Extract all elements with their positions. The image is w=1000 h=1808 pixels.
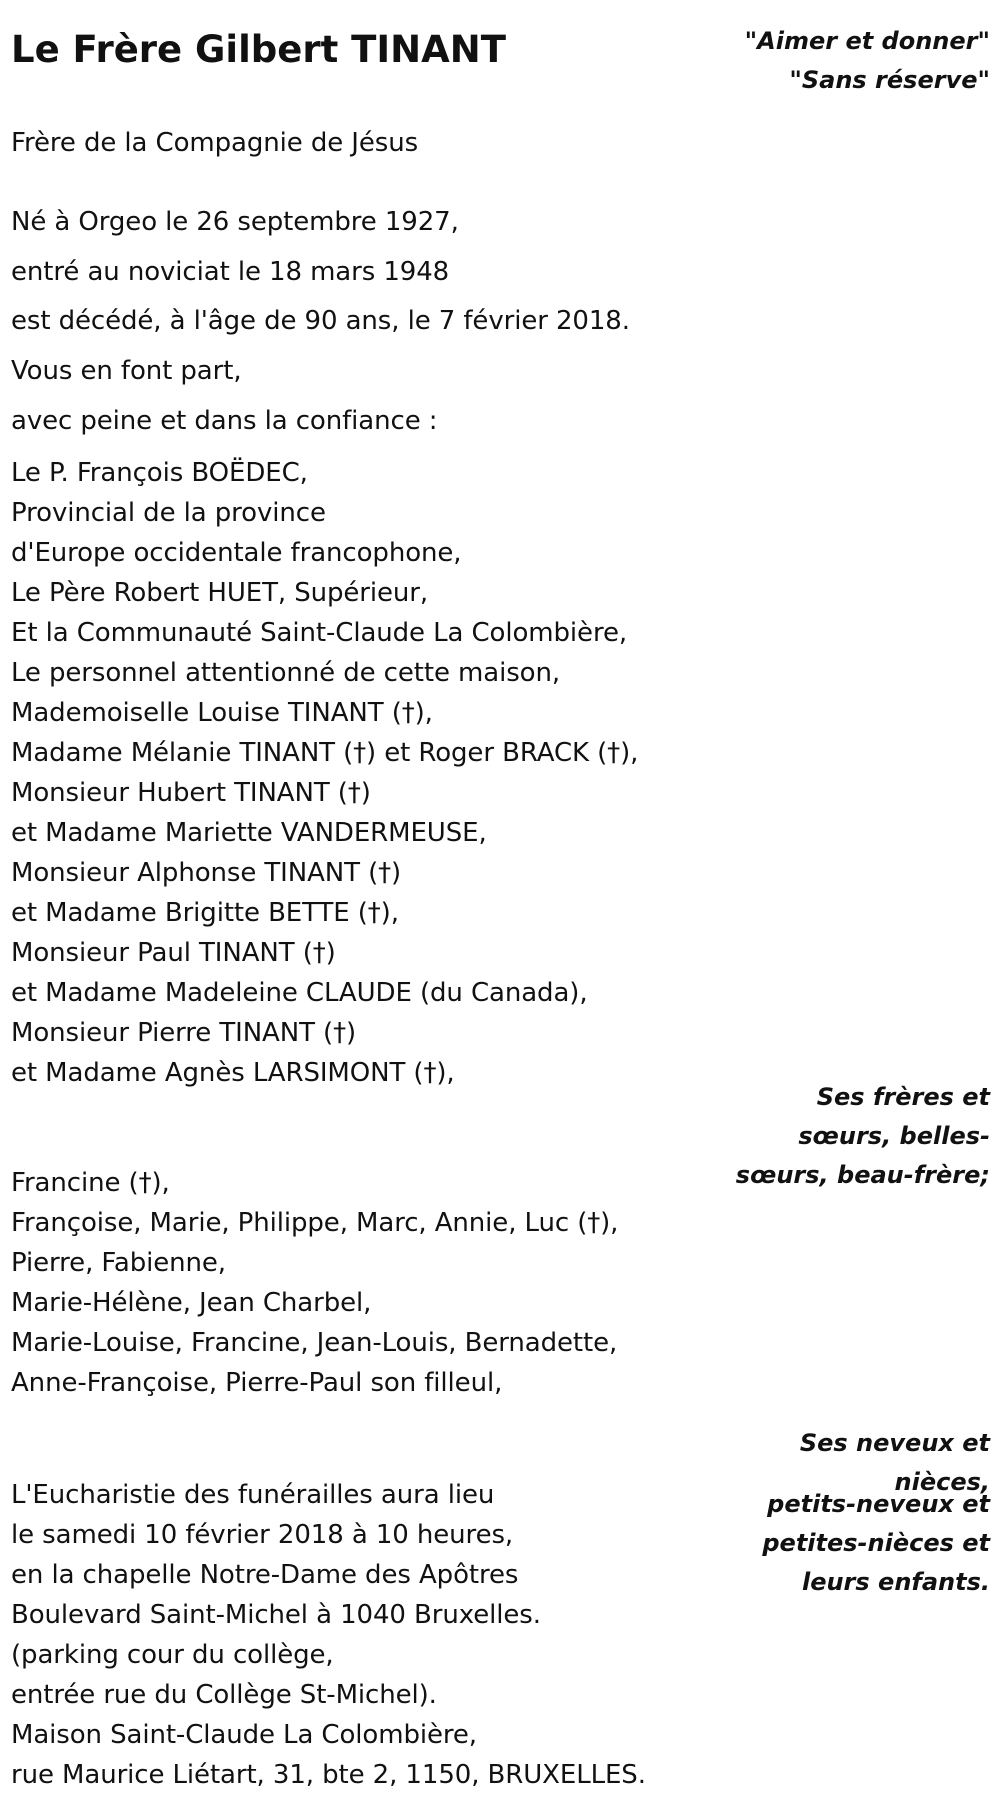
announcement-line: Né à Orgeo le 26 septembre 1927,: [11, 207, 459, 237]
nephew-line: Francine (†),: [11, 1168, 170, 1198]
grandnephews-label-line: petites-nièces et: [762, 1529, 990, 1557]
nephew-line: Marie-Louise, Francine, Jean-Louis, Bernadette,: [11, 1328, 618, 1358]
motto-line: "Aimer et donner": [744, 27, 990, 55]
motto: [745, 22, 990, 100]
nephew-line: Anne-Françoise, Pierre-Paul son filleul,: [11, 1368, 503, 1398]
funeral-line: en la chapelle Notre-Dame des Apôtres: [11, 1560, 519, 1590]
family-line: Et la Communauté Saint-Claude La Colombière,: [11, 618, 628, 648]
funeral-line: entrée rue du Collège St-Michel).: [11, 1680, 437, 1710]
siblings-label-line: sœurs, beau-frère;: [735, 1161, 990, 1189]
funeral-line: (parking cour du collège,: [11, 1640, 334, 1670]
grandnephews-label-line: petits-neveux et: [767, 1490, 990, 1518]
family-line: et Madame Brigitte BETTE (†),: [11, 898, 399, 928]
funeral-line: Boulevard Saint-Michel à 1040 Bruxelles.: [11, 1600, 541, 1630]
family-line: Le personnel attentionné de cette maison,: [11, 658, 560, 688]
funeral-line: le samedi 10 février 2018 à 10 heures,: [11, 1520, 514, 1550]
family-line: Monsieur Pierre TINANT (†): [11, 1018, 357, 1048]
family-line: d'Europe occidentale francophone,: [11, 538, 462, 568]
siblings-label: [736, 1078, 990, 1195]
siblings-label-line: sœurs, belles-: [798, 1122, 990, 1150]
nephew-line: Pierre, Fabienne,: [11, 1248, 226, 1278]
nephews-label-line: nièces,: [894, 1468, 990, 1496]
funeral-line: Maison Saint-Claude La Colombière,: [11, 1720, 477, 1750]
family-line: Provincial de la province: [11, 498, 326, 528]
grandnephews-label-line: leurs enfants.: [801, 1568, 990, 1596]
funeral-line: L'Eucharistie des funérailles aura lieu: [11, 1480, 495, 1510]
announcement-line: entré au noviciat le 18 mars 1948: [11, 257, 450, 287]
family-line: Monsieur Paul TINANT (†): [11, 938, 336, 968]
family-line: Le Père Robert HUET, Supérieur,: [11, 578, 429, 608]
family-line: Le P. François BOËDEC,: [11, 458, 308, 488]
family-line: et Madame Agnès LARSIMONT (†),: [11, 1058, 455, 1088]
family-line: Monsieur Alphonse TINANT (†): [11, 858, 402, 888]
family-line: Mademoiselle Louise TINANT (†),: [11, 698, 433, 728]
family-line: et Madame Madeleine CLAUDE (du Canada),: [11, 978, 588, 1008]
siblings-label-line: Ses frères et: [816, 1083, 990, 1111]
family-line: Madame Mélanie TINANT (†) et Roger BRACK (†),: [11, 738, 639, 768]
page-title: Le Frère Gilbert TINANT: [11, 28, 506, 71]
nephew-line: Marie-Hélène, Jean Charbel,: [11, 1288, 372, 1318]
role-line: Frère de la Compagnie de Jésus: [11, 128, 419, 158]
motto-line: "Sans réserve": [789, 66, 990, 94]
grandnephews-label: [762, 1485, 990, 1602]
nephews-label-line: Ses neveux et: [799, 1429, 990, 1457]
family-line: Monsieur Hubert TINANT (†): [11, 778, 371, 808]
announcement-line: Vous en font part,: [11, 356, 242, 386]
announcement-line: avec peine et dans la confiance :: [11, 406, 438, 436]
announcement-line: est décédé, à l'âge de 90 ans, le 7 février 2018.: [11, 306, 630, 336]
family-line: et Madame Mariette VANDERMEUSE,: [11, 818, 487, 848]
nephew-line: Françoise, Marie, Philippe, Marc, Annie, Luc (†),: [11, 1208, 619, 1238]
funeral-line: rue Maurice Liétart, 31, bte 2, 1150, BRUXELLES.: [11, 1760, 646, 1790]
